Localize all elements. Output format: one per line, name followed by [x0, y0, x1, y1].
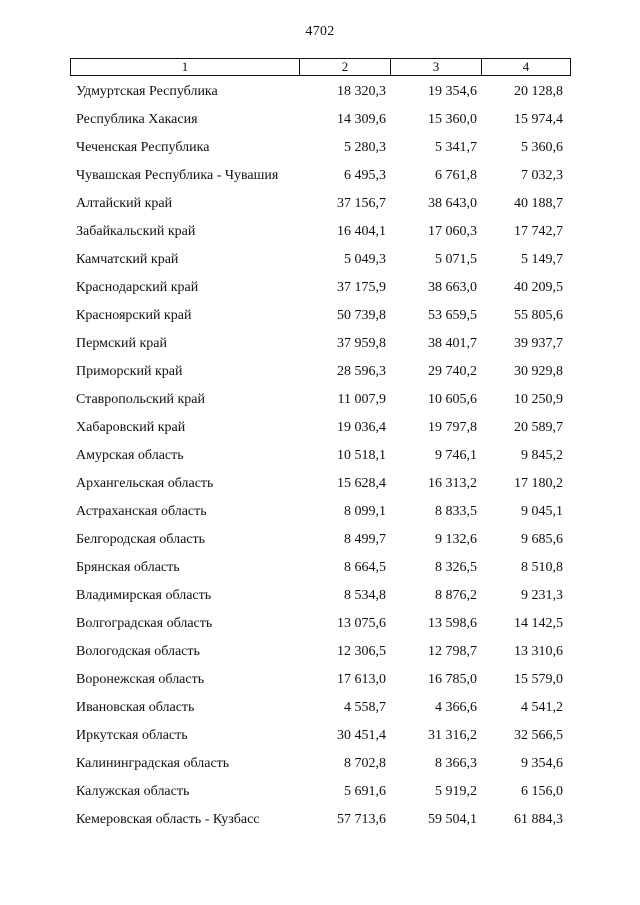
region-name: Чувашская Республика - Чувашия: [76, 168, 279, 183]
table-row: [70, 638, 571, 666]
value-col-3: 8 833,5: [435, 504, 477, 519]
value-col-4: 9 685,6: [521, 532, 563, 547]
table-header: [70, 58, 571, 76]
region-name: Архангельская область: [76, 476, 214, 491]
region-name: Астраханская область: [76, 504, 207, 519]
value-col-2: 50 739,8: [337, 308, 386, 323]
region-name: Ивановская область: [76, 700, 195, 715]
value-col-4: 4 541,2: [521, 700, 563, 715]
value-col-2: 12 306,5: [337, 644, 386, 659]
value-col-4: 13 310,6: [514, 644, 563, 659]
table-row: [70, 666, 571, 694]
value-col-3: 19 797,8: [428, 420, 477, 435]
table-row: [70, 358, 571, 386]
value-col-3: 16 785,0: [428, 672, 477, 687]
value-col-4: 17 180,2: [514, 476, 563, 491]
region-name: Амурская область: [76, 448, 184, 463]
value-col-3: 5 071,5: [435, 252, 477, 267]
value-col-4: 20 128,8: [514, 84, 563, 99]
value-col-3: 38 663,0: [428, 280, 477, 295]
value-col-3: 10 605,6: [428, 392, 477, 407]
value-col-4: 9 845,2: [521, 448, 563, 463]
value-col-3: 16 313,2: [428, 476, 477, 491]
region-name: Краснодарский край: [76, 280, 199, 295]
table-row: [70, 190, 571, 218]
value-col-2: 15 628,4: [337, 476, 386, 491]
table-row: [70, 302, 571, 330]
value-col-4: 7 032,3: [521, 168, 563, 183]
value-col-2: 10 518,1: [337, 448, 386, 463]
value-col-2: 16 404,1: [337, 224, 386, 239]
value-col-2: 19 036,4: [337, 420, 386, 435]
value-col-2: 17 613,0: [337, 672, 386, 687]
table-row: [70, 134, 571, 162]
table-row: [70, 694, 571, 722]
value-col-2: 37 959,8: [337, 336, 386, 351]
value-col-2: 6 495,3: [344, 168, 386, 183]
value-col-3: 38 401,7: [428, 336, 477, 351]
table-row: [70, 106, 571, 134]
value-col-3: 38 643,0: [428, 196, 477, 211]
header-col-4: 4: [522, 59, 530, 74]
value-col-2: 13 075,6: [337, 616, 386, 631]
value-col-2: 5 691,6: [344, 784, 386, 799]
value-col-2: 5 049,3: [344, 252, 386, 267]
value-col-4: 9 354,6: [521, 756, 563, 771]
value-col-2: 14 309,6: [337, 112, 386, 127]
value-col-3: 13 598,6: [428, 616, 477, 631]
table-row: [70, 386, 571, 414]
value-col-3: 59 504,1: [428, 812, 477, 827]
region-name: Вологодская область: [76, 644, 200, 659]
region-name: Белгородская область: [76, 532, 206, 547]
value-col-2: 11 007,9: [337, 392, 386, 407]
value-col-2: 8 499,7: [344, 532, 386, 547]
value-col-3: 15 360,0: [428, 112, 477, 127]
value-col-3: 19 354,6: [428, 84, 477, 99]
value-col-2: 8 664,5: [344, 560, 386, 575]
table-row: [70, 274, 571, 302]
value-col-4: 6 156,0: [521, 784, 563, 799]
value-col-3: 9 132,6: [435, 532, 477, 547]
page-number: 4702: [305, 24, 335, 39]
value-col-3: 8 876,2: [435, 588, 477, 603]
value-col-4: 40 188,7: [514, 196, 563, 211]
region-name: Калужская область: [76, 784, 190, 799]
region-name: Красноярский край: [76, 308, 192, 323]
table-row: [70, 778, 571, 806]
value-col-4: 8 510,8: [521, 560, 563, 575]
table-row: [70, 722, 571, 750]
table-row: [70, 162, 571, 190]
region-name: Ставропольский край: [76, 392, 205, 407]
table-row: [70, 582, 571, 610]
region-name: Приморский край: [76, 364, 183, 379]
value-col-3: 31 316,2: [428, 728, 477, 743]
region-name: Удмуртская Республика: [76, 84, 218, 99]
value-col-4: 5 149,7: [521, 252, 563, 267]
table-row: [70, 554, 571, 582]
value-col-2: 18 320,3: [337, 84, 386, 99]
table-row: [70, 78, 571, 106]
value-col-4: 40 209,5: [514, 280, 563, 295]
value-col-4: 5 360,6: [521, 140, 563, 155]
table-row: [70, 470, 571, 498]
value-col-2: 5 280,3: [344, 140, 386, 155]
region-name: Чеченская Республика: [76, 140, 210, 155]
value-col-2: 28 596,3: [337, 364, 386, 379]
value-col-4: 30 929,8: [514, 364, 563, 379]
table-row: [70, 610, 571, 638]
value-col-3: 53 659,5: [428, 308, 477, 323]
table-row: [70, 330, 571, 358]
value-col-3: 9 746,1: [435, 448, 477, 463]
value-col-2: 37 156,7: [337, 196, 386, 211]
value-col-4: 17 742,7: [514, 224, 563, 239]
value-col-4: 9 045,1: [521, 504, 563, 519]
value-col-3: 5 341,7: [435, 140, 477, 155]
table-row: [70, 246, 571, 274]
table-row: [70, 526, 571, 554]
table-row: [70, 750, 571, 778]
region-name: Хабаровский край: [76, 420, 186, 435]
region-name: Владимирская область: [76, 588, 212, 603]
value-col-4: 10 250,9: [514, 392, 563, 407]
value-col-4: 39 937,7: [514, 336, 563, 351]
value-col-4: 32 566,5: [514, 728, 563, 743]
table-row: [70, 414, 571, 442]
value-col-3: 29 740,2: [428, 364, 477, 379]
header-col-1: 1: [71, 59, 300, 75]
value-col-2: 8 534,8: [344, 588, 386, 603]
value-col-3: 4 366,6: [435, 700, 477, 715]
value-col-4: 20 589,7: [514, 420, 563, 435]
region-name: Иркутская область: [76, 728, 188, 743]
value-col-4: 14 142,5: [514, 616, 563, 631]
value-col-2: 30 451,4: [337, 728, 386, 743]
header-col-3: 3: [391, 59, 482, 75]
value-col-4: 55 805,6: [514, 308, 563, 323]
region-name: Пермский край: [76, 336, 167, 351]
region-name: Калининградская область: [76, 756, 230, 771]
value-col-3: 12 798,7: [428, 644, 477, 659]
header-col-2: 2: [300, 59, 391, 75]
value-col-4: 61 884,3: [514, 812, 563, 827]
value-col-2: 8 702,8: [344, 756, 386, 771]
value-col-4: 15 974,4: [514, 112, 563, 127]
region-name: Волгоградская область: [76, 616, 213, 631]
region-name: Камчатский край: [76, 252, 179, 267]
value-col-3: 6 761,8: [435, 168, 477, 183]
value-col-2: 8 099,1: [344, 504, 386, 519]
table-row: [70, 498, 571, 526]
region-name: Алтайский край: [76, 196, 173, 211]
table-row: [70, 442, 571, 470]
region-name: Республика Хакасия: [76, 112, 198, 127]
value-col-3: 17 060,3: [428, 224, 477, 239]
value-col-2: 57 713,6: [337, 812, 386, 827]
value-col-3: 8 366,3: [435, 756, 477, 771]
value-col-2: 4 558,7: [344, 700, 386, 715]
region-name: Воронежская область: [76, 672, 205, 687]
region-name: Кемеровская область - Кузбасс: [76, 812, 260, 827]
table-row: [70, 806, 571, 834]
value-col-4: 15 579,0: [514, 672, 563, 687]
table-body: [70, 78, 571, 834]
value-col-3: 8 326,5: [435, 560, 477, 575]
value-col-2: 37 175,9: [337, 280, 386, 295]
region-name: Забайкальский край: [76, 224, 196, 239]
table-row: [70, 218, 571, 246]
value-col-3: 5 919,2: [435, 784, 477, 799]
region-name: Брянская область: [76, 560, 180, 575]
value-col-4: 9 231,3: [521, 588, 563, 603]
